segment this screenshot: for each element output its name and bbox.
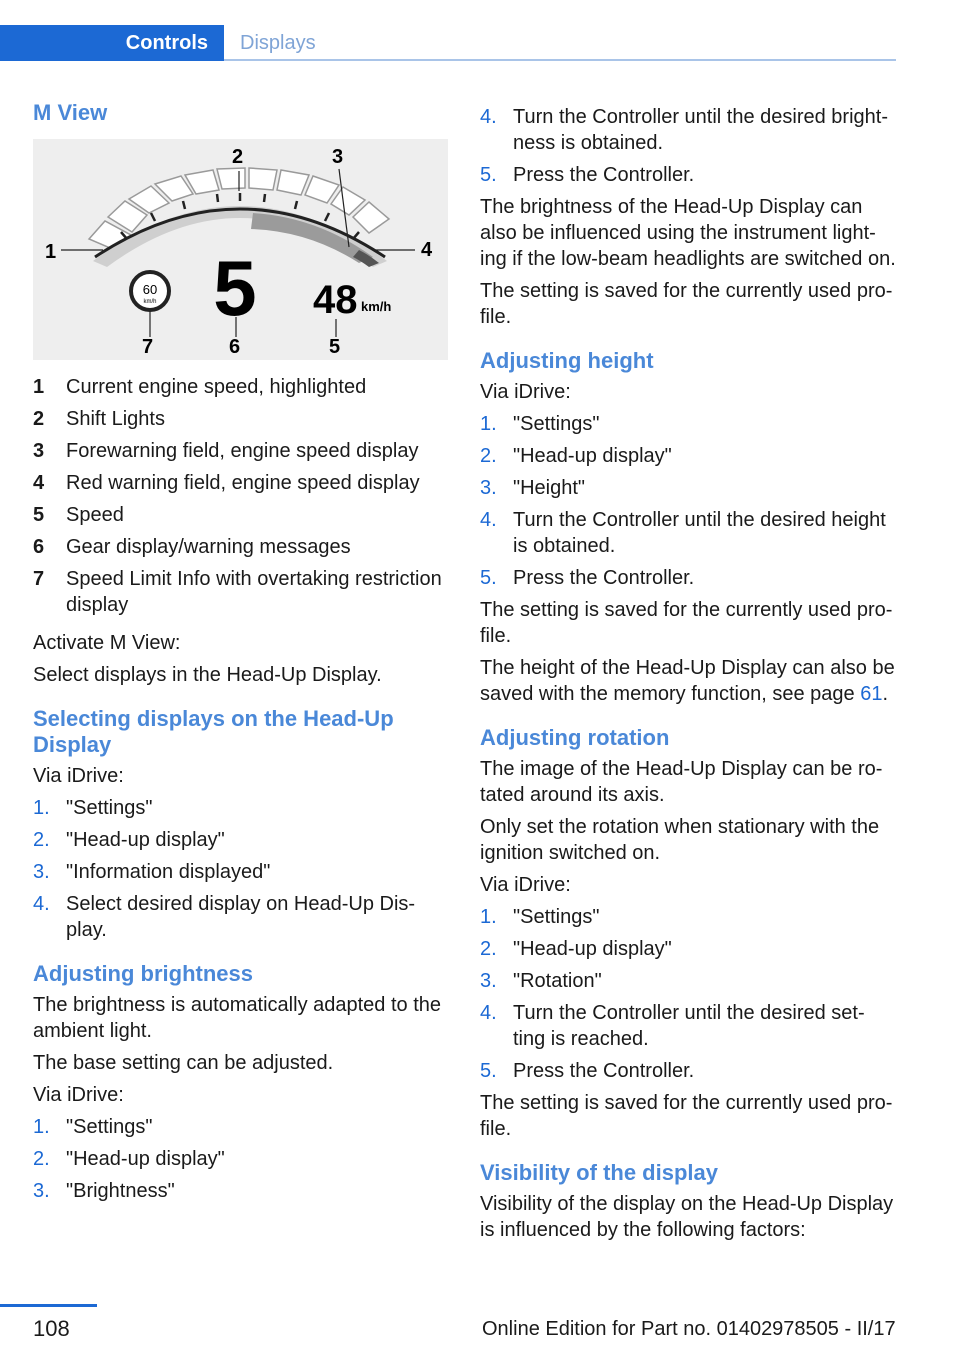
step-item: 2. "Head-up display" (33, 829, 225, 851)
via-idrive: Via iDrive: (33, 1084, 124, 1106)
heading-rotation: Adjusting rotation (480, 725, 670, 750)
step-item: 4. Turn the Controller until the desired set‐ ting is reached. (480, 1002, 865, 1050)
footer-rule (0, 1304, 97, 1307)
legend-item: 6 Gear display/warning messages (33, 536, 351, 558)
heading-height: Adjusting height (480, 348, 654, 373)
m-view-figure (33, 139, 448, 360)
right-column (480, 104, 900, 1249)
tab-displays[interactable]: Displays (240, 32, 316, 54)
step-item: 4. Select desired display on Head-Up Dis‐ play. (33, 893, 416, 941)
section-brightness (33, 961, 448, 1204)
steps-list (33, 795, 448, 943)
left-column (33, 100, 448, 1210)
page-link[interactable]: 61 (860, 683, 883, 705)
step-item: 4. Turn the Controller until the desired height is obtained. (480, 509, 886, 557)
speed-display: 48 (313, 278, 358, 322)
brightness-saved: The setting is saved for the currently used pro‐ file. (480, 280, 893, 328)
step-item: 3. "Information displayed" (33, 861, 271, 883)
m-view-illustration (33, 139, 448, 360)
step-item: 1. "Settings" (33, 797, 153, 819)
callout-4: 4 (421, 239, 433, 261)
step-item: 5. Press the Controller. (480, 164, 695, 186)
rotation-p1: The image of the Head-Up Display can be ro‐ tated around its axis. (480, 758, 883, 806)
step-item: 2. "Head-up display" (480, 445, 672, 467)
visibility-p1: Visibility of the display on the Head-Up Display is influenced by the following factors: (480, 1193, 894, 1241)
height-memory: The height of the Head-Up Display can also be saved with the memory function, see page 61. (480, 657, 895, 705)
heading-visibility: Visibility of the display (480, 1160, 718, 1185)
step-item: 5. Press the Controller. (480, 1060, 695, 1082)
activate-label: Activate M View: (33, 632, 181, 654)
step-item: 3. "Height" (480, 477, 586, 499)
via-idrive: Via iDrive: (480, 381, 571, 403)
page-number: 108 (33, 1316, 70, 1341)
callout-3: 3 (332, 146, 344, 168)
legend-item: 7 Speed Limit Info with overtaking restriction display (33, 568, 442, 616)
step-item: 2. "Head-up display" (33, 1148, 225, 1170)
activate-text: Select displays in the Head-Up Display. (33, 664, 382, 686)
section-visibility (480, 1160, 900, 1243)
step-item: 5. Press the Controller. (480, 567, 695, 589)
step-item: 3. "Rotation" (480, 970, 602, 992)
speed-unit: km/h (361, 299, 392, 314)
tab-controls[interactable] (0, 25, 224, 61)
heading-selecting-displays: Selecting displays on the Head-Up Display (33, 706, 394, 757)
via-idrive: Via iDrive: (480, 874, 571, 896)
edition-text: Online Edition for Part no. 01402978505 - II/17 (482, 1318, 896, 1340)
tab-controls-label: Controls (125, 32, 208, 54)
section-selecting-displays (33, 706, 448, 943)
speed-limit-value: 60 (142, 282, 158, 297)
steps-list (480, 904, 900, 1084)
legend-item: 3 Forewarning field, engine speed display (33, 440, 419, 462)
rotation-saved: The setting is saved for the currently used pro‐ file. (480, 1092, 893, 1140)
header-rule (224, 59, 896, 61)
steps-list (33, 1114, 448, 1204)
heading-brightness: Adjusting brightness (33, 961, 253, 986)
legend-item: 4 Red warning field, engine speed display (33, 472, 420, 494)
height-saved: The setting is saved for the currently used pro‐ file. (480, 599, 893, 647)
section-rotation (480, 725, 900, 1142)
callout-5: 5 (329, 336, 341, 358)
section-height (480, 348, 900, 707)
gear-display: 5 (213, 244, 257, 332)
legend-item: 2 Shift Lights (33, 408, 165, 430)
step-item: 1. "Settings" (33, 1116, 153, 1138)
via-idrive: Via iDrive: (33, 765, 124, 787)
steps-list (480, 411, 900, 591)
brightness-instrument-lighting: The brightness of the Head-Up Display can also be influenced using the instrument light‐ ing if the low-beam headlights are switched on. (480, 196, 896, 270)
legend-item: 1 Current engine speed, highlighted (33, 376, 367, 398)
steps-list (480, 104, 900, 188)
legend-item: 5 Speed (33, 504, 124, 526)
legend-list (33, 374, 448, 618)
step-item: 2. "Head-up display" (480, 938, 672, 960)
callout-1: 1 (45, 241, 57, 263)
step-item: 1. "Settings" (480, 413, 600, 435)
rotation-p2: Only set the rotation when stationary with the ignition switched on. (480, 816, 880, 864)
section-title-m-view: M View (33, 100, 108, 125)
brightness-p2: The base setting can be adjusted. (33, 1052, 334, 1074)
speed-limit-unit: km/h (143, 299, 157, 305)
callout-2: 2 (232, 146, 244, 168)
step-item: 1. "Settings" (480, 906, 600, 928)
callout-7: 7 (142, 336, 154, 358)
step-item: 4. Turn the Controller until the desired bright‐ ness is obtained. (480, 106, 888, 154)
brightness-p1: The brightness is automatically adapted to the ambient light. (33, 994, 442, 1042)
step-item: 3. "Brightness" (33, 1180, 175, 1202)
callout-6: 6 (229, 336, 241, 358)
